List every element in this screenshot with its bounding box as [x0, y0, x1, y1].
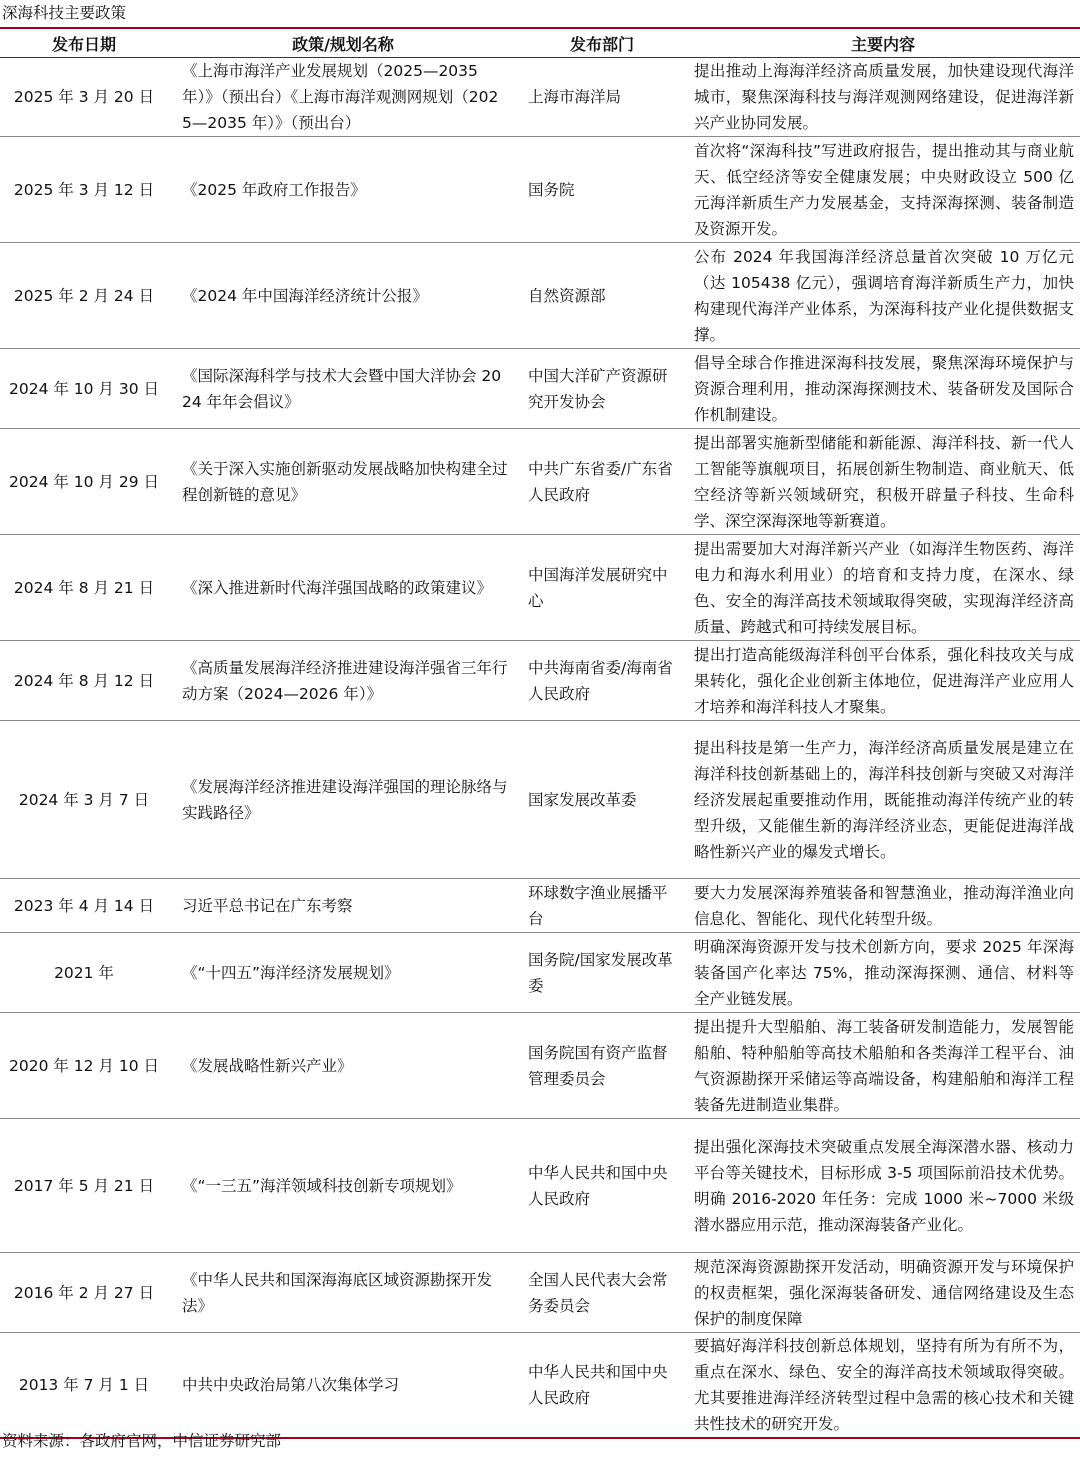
- cell-department: 上海市海洋局: [528, 88, 622, 106]
- cell-department: 自然资源部: [518, 243, 686, 349]
- cell-department: 中国海洋发展研究中心: [518, 535, 686, 641]
- table-row: [0, 429, 1080, 535]
- table-row: [0, 879, 1080, 933]
- cell-policy-name: 中共中央政治局第八次集体学习: [168, 1333, 518, 1439]
- header-policy-name: 政策/规划名称: [168, 28, 518, 58]
- cell-content: 提出提升大型船舶、海工装备研发制造能力，发展智能船舶、特种船舶等高技术船舶和各类海洋工程平台、油气资源勘探开采储运等高端设备，构建船舶和海洋工程装备先进制造业集群。: [686, 1013, 1080, 1119]
- table-row: [0, 1333, 1080, 1439]
- header-department: 发布部门: [518, 28, 686, 58]
- cell-policy-name: 《深入推进新时代海洋强国战略的政策建议》: [168, 535, 518, 641]
- cell-content: 要搞好海洋科技创新总体规划，坚持有所为有所不为，重点在深水、绿色、安全的海洋高技术领域取得突破。尤其要推进海洋经济转型过程中急需的核心技术和关键共性技术的研究开发。: [686, 1333, 1080, 1439]
- policy-table: [0, 27, 1080, 1439]
- cell-date: 2024 年 8 月 12 日: [0, 641, 168, 721]
- cell-content: 提出推动上海海洋经济高质量发展，加快建设现代海洋城市，聚焦深海科技与海洋观测网络建设，促进海洋新兴产业协同发展。: [694, 62, 1074, 132]
- cell-policy-name: 《关于深入实施创新驱动发展战略加快构建全过程创新链的意见》: [168, 429, 518, 535]
- cell-content: 提出部署实施新型储能和新能源、海洋科技、新一代人工智能等旗舰项目，拓展创新生物制造、商业航天、低空经济等新兴领域研究，积极开辟量子科技、生命科学、深空深海深地等新赛道。: [686, 429, 1080, 535]
- cell-date: 2024 年 3 月 7 日: [0, 721, 168, 879]
- cell-policy-name: 《发展战略性新兴产业》: [168, 1013, 518, 1119]
- cell-content: 明确深海资源开发与技术创新方向，要求 2025 年深海装备国产化率达 75%，推动深海探测、通信、材料等全产业链发展。: [686, 933, 1080, 1013]
- table-header-row: [0, 28, 1080, 58]
- table-row: [0, 641, 1080, 721]
- cell-date: 2024 年 10 月 29 日: [0, 429, 168, 535]
- cell-policy-name: 《发展海洋经济推进建设海洋强国的理论脉络与实践路径》: [168, 721, 518, 879]
- cell-date: 2024 年 8 月 21 日: [0, 535, 168, 641]
- cell-policy-name: 《上海市海洋产业发展规划（2025—2035 年）》（预出台）《上海市海洋观测网规划（2025—2035 年）》（预出台）: [182, 62, 499, 132]
- cell-department: 中国大洋矿产资源研究开发协会: [518, 349, 686, 429]
- cell-department: 中华人民共和国中央人民政府: [518, 1333, 686, 1439]
- cell-content: 提出强化深海技术突破重点发展全海深潜水器、核动力平台等关键技术，目标形成 3-5 项国际前沿技术优势。明确 2016-2020 年任务：完成 1000 米~7000 米级潜水器应用示范，推动深海装备产业化。: [686, 1119, 1080, 1253]
- cell-date: 2020 年 12 月 10 日: [0, 1013, 168, 1119]
- cell-content: 公布 2024 年我国海洋经济总量首次突破 10 万亿元（达 105438 亿元），强调培育海洋新质生产力，加快构建现代海洋产业体系，为深海科技产业化提供数据支撑。: [686, 243, 1080, 349]
- cell-content: 提出需要加大对海洋新兴产业（如海洋生物医药、海洋电力和海水利用业）的培育和支持力度，在深水、绿色、安全的海洋高技术领域取得突破，实现海洋经济高质量、跨越式和可持续发展目标。: [686, 535, 1080, 641]
- cell-department: 全国人民代表大会常务委员会: [518, 1253, 686, 1333]
- cell-policy-name: 习近平总书记在广东考察: [168, 879, 518, 933]
- table-row: [0, 721, 1080, 879]
- table-row: [0, 933, 1080, 1013]
- cell-department: 国务院国有资产监督管理委员会: [518, 1013, 686, 1119]
- table-row: [0, 349, 1080, 429]
- cell-date: 2024 年 10 月 30 日: [0, 349, 168, 429]
- cell-department: 环球数字渔业展播平台: [518, 879, 686, 933]
- cell-date: 2025 年 2 月 24 日: [0, 243, 168, 349]
- cell-department: 国务院: [518, 137, 686, 243]
- cell-department: 国家发展改革委: [518, 721, 686, 879]
- table-title: 深海科技主要政策: [2, 4, 127, 22]
- cell-policy-name: 《中华人民共和国深海海底区域资源勘探开发法》: [168, 1253, 518, 1333]
- table-row: [0, 1013, 1080, 1119]
- cell-date: 2023 年 4 月 14 日: [0, 879, 168, 933]
- cell-content: 提出打造高能级海洋科创平台体系，强化科技攻关与成果转化，强化企业创新主体地位，促进海洋产业应用人才培养和海洋科技人才聚集。: [686, 641, 1080, 721]
- cell-date: 2025 年 3 月 12 日: [0, 137, 168, 243]
- cell-department: 国务院/国家发展改革委: [518, 933, 686, 1013]
- cell-content: 首次将“深海科技”写进政府报告，提出推动其与商业航天、低空经济等安全健康发展；中央财政设立 500 亿元海洋新质生产力发展基金，支持深海探测、装备制造及资源开发。: [686, 137, 1080, 243]
- cell-date: 2021 年: [0, 933, 168, 1013]
- cell-date: 2025 年 3 月 20 日: [13, 88, 155, 106]
- table-row: [0, 1253, 1080, 1333]
- cell-content: 要大力发展深海养殖装备和智慧渔业，推动海洋渔业向信息化、智能化、现代化转型升级。: [686, 879, 1080, 933]
- table-row: [0, 137, 1080, 243]
- cell-date: 2013 年 7 月 1 日: [0, 1333, 168, 1439]
- cell-content: 提出科技是第一生产力，海洋经济高质量发展是建立在海洋科技创新基础上的，海洋科技创新与突破又对海洋经济发展起重要推动作用，既能推动海洋传统产业的转型升级，又能催生新的海洋经济业态，更能促进海洋战略性新兴产业的爆发式增长。: [686, 721, 1080, 879]
- cell-policy-name: 《高质量发展海洋经济推进建设海洋强省三年行动方案（2024—2026 年）》: [168, 641, 518, 721]
- cell-content: 规范深海资源勘探开发活动，明确资源开发与环境保护的权责框架，强化深海装备研发、通信网络建设及生态保护的制度保障: [686, 1253, 1080, 1333]
- table-row: [0, 535, 1080, 641]
- cell-department: 中共海南省委/海南省人民政府: [518, 641, 686, 721]
- header-content: 主要内容: [686, 28, 1080, 58]
- cell-department: 中共广东省委/广东省人民政府: [518, 429, 686, 535]
- cell-policy-name: 《“一三五”海洋领域科技创新专项规划》: [168, 1119, 518, 1253]
- table-row: [0, 243, 1080, 349]
- cell-content: 倡导全球合作推进深海科技发展，聚焦深海环境保护与资源合理利用，推动深海探测技术、装备研发及国际合作机制建设。: [686, 349, 1080, 429]
- table-row: [0, 1119, 1080, 1253]
- cell-date: 2017 年 5 月 21 日: [0, 1119, 168, 1253]
- cell-policy-name: 《国际深海科学与技术大会暨中国大洋协会 2024 年年会倡议》: [168, 349, 518, 429]
- cell-policy-name: 《2024 年中国海洋经济统计公报》: [168, 243, 518, 349]
- cell-policy-name: 《2025 年政府工作报告》: [168, 137, 518, 243]
- header-date: 发布日期: [0, 28, 168, 58]
- source-note: 资料来源：各政府官网，中信证券研究部: [2, 1432, 282, 1450]
- cell-policy-name: 《“十四五”海洋经济发展规划》: [168, 933, 518, 1013]
- cell-department: 中华人民共和国中央人民政府: [518, 1119, 686, 1253]
- cell-date: 2016 年 2 月 27 日: [0, 1253, 168, 1333]
- table-row: [0, 58, 1080, 137]
